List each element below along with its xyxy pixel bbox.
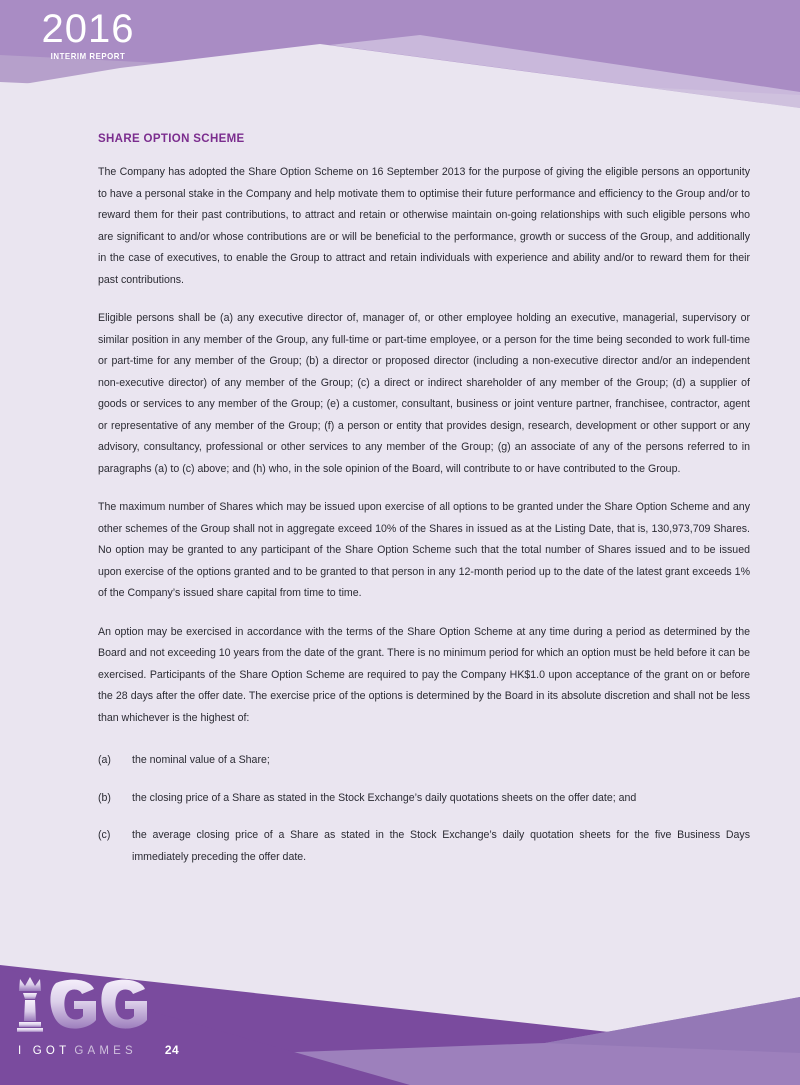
paragraph-eligible-persons: Eligible persons shall be (a) any executive director of, manager of, or other employee holding an executive, managerial, supervisory or similar position in any member of the Group, any full-time or part-time employee, or a person for the time being seconded to work full-time or part-time for any member of the Group; (b) a director or proposed director (including a non-executive director and/or an independent non-executive director) of any member of the Group; (c) a direct or indirect shareholder of any member of the Group; (d) a supplier of goods or services to any member of the Group; (e) a customer, consultant, business or joint venture partner, franchisee, contractor, agent or representative of any member of the Group; (f) a person or entity that provides design, research, development or other support or any advisory, consultancy, professional or other services to any member of the Group; (g) an associate of any of the persons referred to in paragraphs (a) to (c) above; and (h) who, in the sole opinion of the Board, will contribute to or have contributed to the Group. (98, 312, 750, 475)
list-item-text: the closing price of a Share as stated in the Stock Exchange’s daily quotations sheets on the offer date; and (132, 791, 637, 804)
header-banner (0, 0, 800, 130)
brand-text-games: GAMES (74, 1045, 137, 1057)
igg-logo (14, 975, 179, 1037)
igg-wordmark (50, 980, 147, 1029)
rook-icon (17, 977, 43, 1032)
header-banner-graphic (0, 0, 800, 130)
page-number: 24 (164, 1043, 180, 1057)
igg-logo-graphic (14, 975, 179, 1037)
year-logo-subtitle: INTERIM REPORT (50, 51, 126, 61)
list-item-marker: (c) (98, 829, 111, 841)
footer-brand-caption (18, 1043, 179, 1057)
brand-text-igot: I GOT (18, 1045, 71, 1057)
year-logo-year: 2016 (41, 7, 135, 51)
paragraph-exercise-terms: An option may be exercised in accordance with the terms of the Share Option Scheme at any time during a period as determined by the Board and not exceeding 10 years from the date of the grant. There is no minimum period for which an option must be held before it can be exercised. Participants of the Share Option Scheme are required to pay the Company HK$1.0 upon acceptance of the grant on or before the 28 days after the offer date. The exercise price of the options is determined by the Board in its absolute discretion and shall not be less than whichever is the highest of: (98, 625, 750, 724)
list-item (98, 788, 750, 810)
paragraph-maximum-shares: The maximum number of Shares which may be issued upon exercise of all options to be granted under the Share Option Scheme and any other schemes of the Group shall not in aggregate exceed 10% of the Shares in issued as at the Listing Date, that is, 130,973,709 Shares. No option may be granted to any participant of the Share Option Scheme such that the total number of Shares issued and to be issued upon exercise of the options granted and to be granted to that person in any 12-month period up to the date of the latest grant exceeds 1% of the Company’s issued share capital from time to time. (98, 501, 750, 599)
page-title: SHARE OPTION SCHEME (98, 133, 245, 145)
document-content (98, 133, 750, 868)
list-item-marker: (a) (98, 754, 111, 766)
list-item (98, 825, 750, 868)
footer-banner (0, 925, 800, 1085)
list-item-text: the nominal value of a Share; (132, 754, 270, 766)
list-item-marker: (b) (98, 791, 111, 804)
list-item (98, 750, 750, 772)
exercise-price-list (98, 750, 750, 868)
paragraph-scheme-purpose: The Company has adopted the Share Option Scheme on 16 September 2013 for the purpose of giving the eligible persons an opportunity to have a personal stake in the Company and help motivate them to optimise their future performance and efficiency to the Group and/or to reward them for their past contributions, to attract and retain or otherwise maintain on-going relationships with such eligible persons who are significant to and/or whose contributions are or will be beneficial to the performance, growth or success of the Group, and additionally in the case of executives, to enable the Group to attract and retain individuals with experience and ability and/or to reward them for their past contributions. (98, 166, 750, 286)
list-item-text: the average closing price of a Share as stated in the Stock Exchange’s daily quotation sheets for the five Business Days immediately preceding the offer date. (132, 829, 750, 863)
